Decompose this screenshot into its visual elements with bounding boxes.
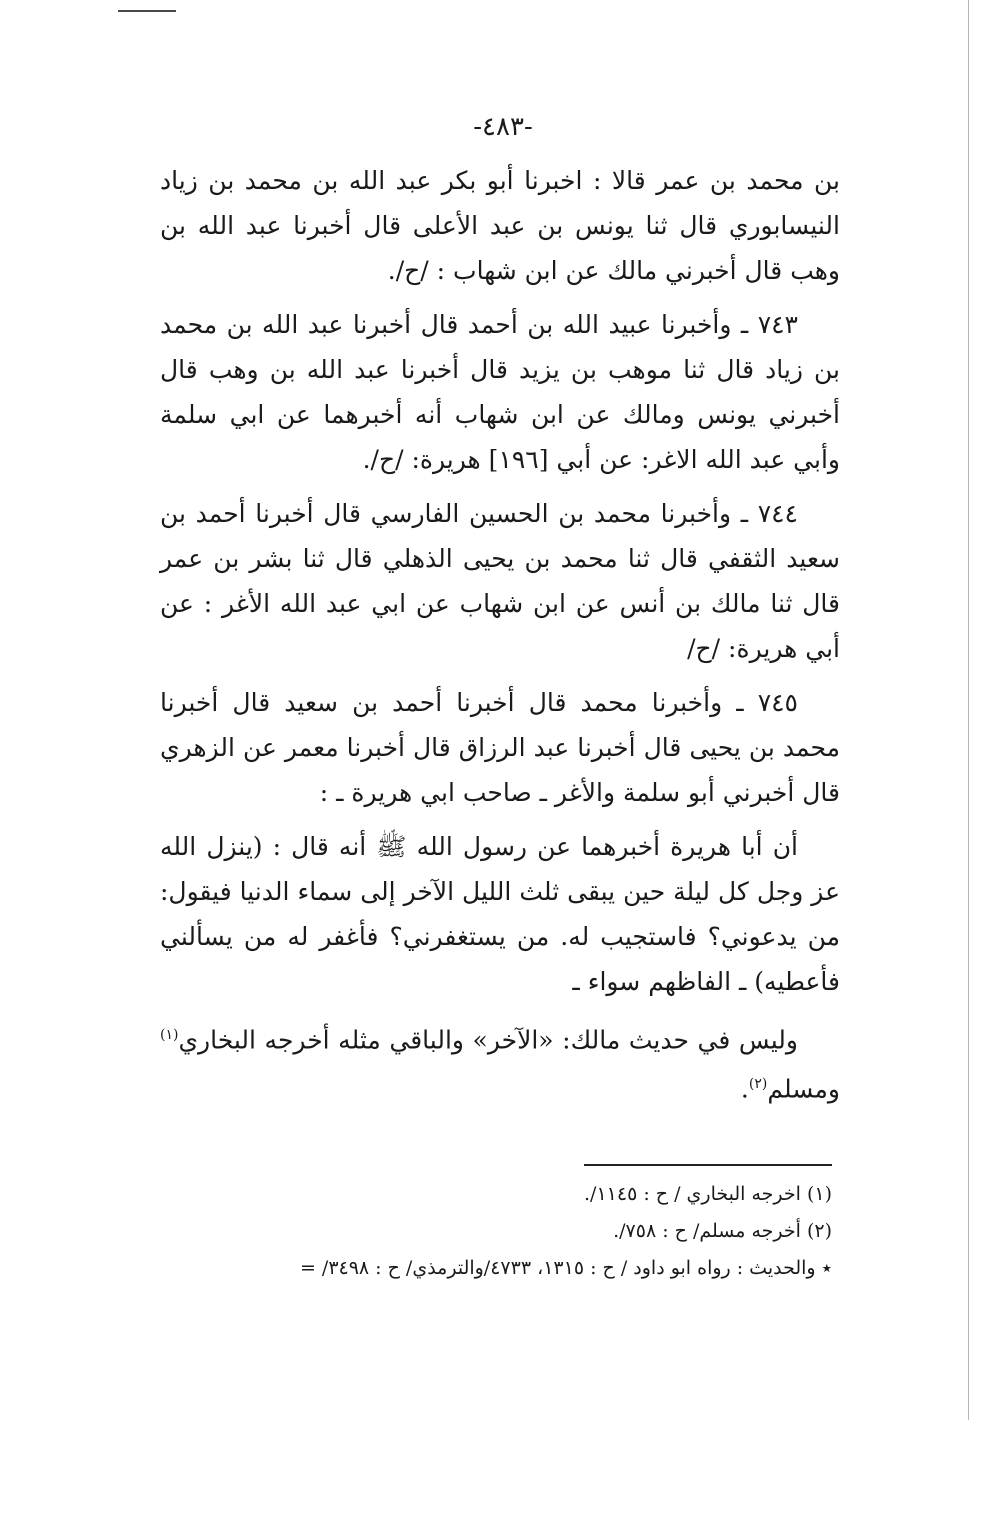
page-edge-line (968, 0, 969, 1420)
page-number: -٤٨٣- (473, 112, 533, 142)
footnote-marker-2: (٢) (748, 1076, 768, 1093)
footnotes (120, 1176, 832, 1287)
footnote-note: ٭ والحديث : رواه ابو داود / ح : ١٣١٥، ٤٧٣٣/والترمذي/ ح : ٣٤٩٨/ = (299, 1257, 832, 1279)
paragraph-745: ٧٤٥ ـ وأخبرنا محمد قال أخبرنا أحمد بن سعيد قال أخبرنا محمد بن يحيى قال أخبرنا عبد الرزاق قال أخبرنا معمر عن الزهري قال أخبرني أبو سلمة والأغر ـ صاحب ابي هريرة ـ : (160, 688, 840, 807)
scan-mark (118, 10, 176, 12)
footnote-marker-1: (١) (160, 1027, 179, 1043)
closing-text-end: . (740, 1074, 749, 1104)
closing-text-2: ومسلم (767, 1074, 840, 1104)
footnote-1: (١) اخرجه البخاري / ح : ١١٤٥/. (584, 1183, 832, 1205)
paragraph-closing (160, 1013, 840, 1112)
paragraph-isnad-intro: بن محمد بن عمر قالا : اخبرنا أبو بكر عبد الله بن محمد بن زياد النيسابوري قال ثنا يونس بن عبد الأعلى قال أخبرنا عبد الله بن وهب قال أخبرني مالك عن ابن شهاب : /ح/. (160, 166, 840, 285)
footnote-2: (٢) أخرجه مسلم/ ح : ٧٥٨/. (613, 1220, 832, 1242)
main-text (160, 158, 840, 1121)
paragraph-743: ٧٤٣ ـ وأخبرنا عبيد الله بن أحمد قال أخبرنا عبد الله بن محمد بن زياد قال ثنا موهب بن يزيد قال أخبرنا عبد الله بن وهب قال أخبرني يونس ومالك عن ابن شهاب أنه أخبرهما عن ابي سلمة وأبي عبد الله الاغر: عن أبي [١٩٦] هريرة: /ح/. (160, 310, 840, 474)
paragraph-hadith-text: أن أبا هريرة أخبرهما عن رسول الله ﷺ أنه قال : (ينزل الله عز وجل كل ليلة حين يبقى ثلث الليل الآخر إلى سماء الدنيا فيقول: من يدعوني؟ فاستجيب له. من يستغفرني؟ فأغفر له من يسألني فأعطيه) ـ الفاظهم سواء ـ (160, 832, 840, 996)
paragraph-744: ٧٤٤ ـ وأخبرنا محمد بن الحسين الفارسي قال أخبرنا أحمد بن سعيد الثقفي قال ثنا محمد بن يحيى الذهلي قال ثنا بشر بن عمر قال ثنا مالك بن أنس عن ابن شهاب عن ابي عبد الله الأغر : عن أبي هريرة: /ح/ (160, 499, 840, 663)
footnote-divider (584, 1164, 832, 1166)
closing-text-1: وليس في حديث مالك: «الآخر» والباقي مثله أخرجه البخاري (178, 1025, 798, 1055)
